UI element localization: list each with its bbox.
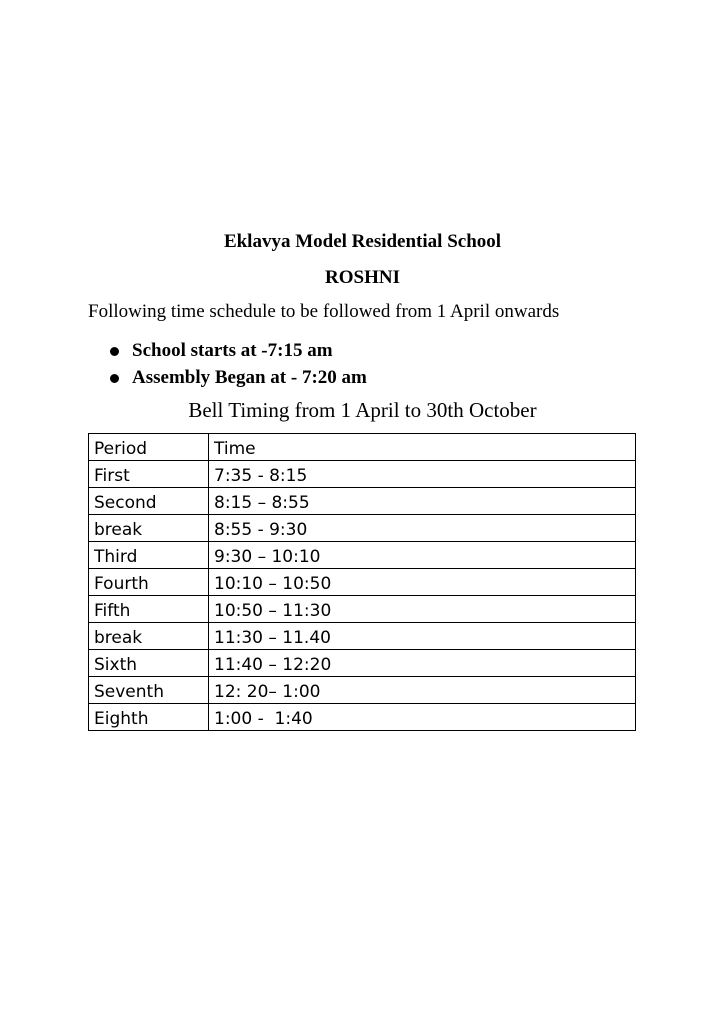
- bell-timing-table: [88, 433, 636, 731]
- table-header-row: [89, 434, 636, 461]
- table-row: [89, 623, 636, 650]
- school-subtitle: ROSHNI: [325, 267, 400, 288]
- time-cell: 7:35 - 8:15: [209, 461, 636, 488]
- time-cell: 12: 20– 1:00: [209, 677, 636, 704]
- period-cell: Seventh: [89, 677, 209, 704]
- bullet-text: School starts at -7:15 am: [132, 340, 333, 361]
- period-cell: Sixth: [89, 650, 209, 677]
- period-cell: First: [89, 461, 209, 488]
- time-cell: 8:55 - 9:30: [209, 515, 636, 542]
- timing-bullet-list: [107, 337, 367, 391]
- period-cell: Second: [89, 488, 209, 515]
- table-row: [89, 488, 636, 515]
- period-cell: Fifth: [89, 596, 209, 623]
- table-row: [89, 461, 636, 488]
- table-row: [89, 542, 636, 569]
- time-cell: 10:10 – 10:50: [209, 569, 636, 596]
- header-cell-time: Time: [209, 434, 636, 461]
- time-cell: 10:50 – 11:30: [209, 596, 636, 623]
- period-cell: Eighth: [89, 704, 209, 731]
- bell-timing-title: Bell Timing from 1 April to 30th October: [188, 398, 537, 422]
- bullet-dot-icon: [110, 347, 119, 356]
- period-cell: Fourth: [89, 569, 209, 596]
- time-cell: 11:30 – 11.40: [209, 623, 636, 650]
- school-name-heading: Eklavya Model Residential School: [223, 231, 502, 252]
- header-cell-period: Period: [89, 434, 209, 461]
- schedule-intro-text: Following time schedule to be followed from 1 April onwards: [88, 301, 560, 322]
- table-row: [89, 704, 636, 731]
- bullet-text: Assembly Began at - 7:20 am: [132, 367, 367, 388]
- table-row: [89, 515, 636, 542]
- table-row: [89, 650, 636, 677]
- period-cell: Third: [89, 542, 209, 569]
- period-cell: break: [89, 515, 209, 542]
- time-cell: 1:00 - 1:40: [209, 704, 636, 731]
- table-row: [89, 569, 636, 596]
- bullet-item-school-start: [107, 337, 367, 364]
- time-cell: 8:15 – 8:55: [209, 488, 636, 515]
- time-cell: 11:40 – 12:20: [209, 650, 636, 677]
- bullet-dot-icon: [110, 374, 119, 383]
- time-cell: 9:30 – 10:10: [209, 542, 636, 569]
- bullet-item-assembly: [107, 364, 367, 391]
- table-row: [89, 677, 636, 704]
- table-row: [89, 596, 636, 623]
- period-cell: break: [89, 623, 209, 650]
